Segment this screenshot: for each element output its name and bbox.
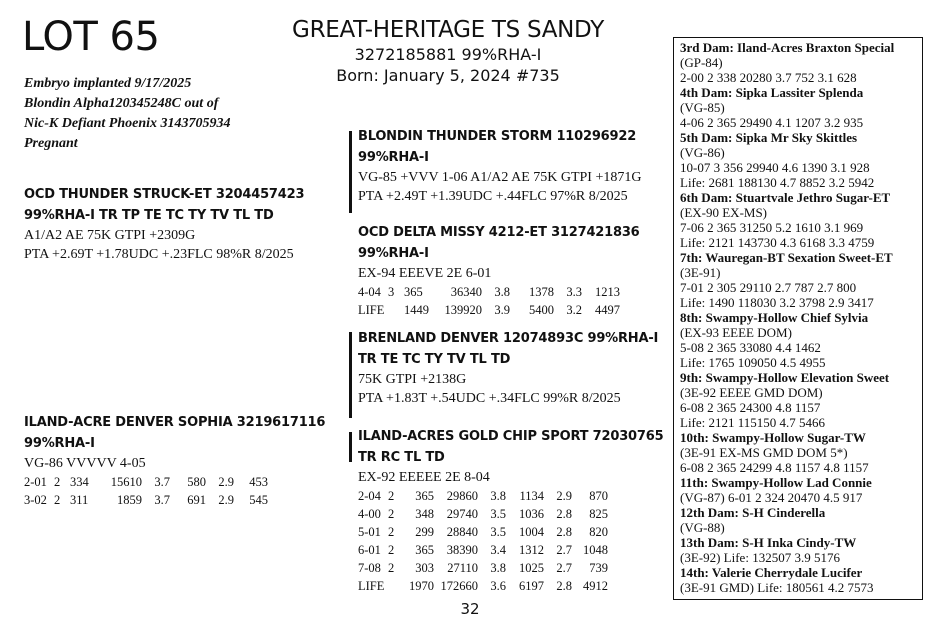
record-milk: 139920 bbox=[444, 303, 482, 317]
pedigree-ancestor-detail: Life: 2681 188130 4.7 8852 3.2 5942 bbox=[680, 175, 875, 190]
sire-sire-pta: PTA +2.49T +1.39UDC +.44FLC 97%R 8/2025 bbox=[358, 189, 628, 204]
bracket-bar bbox=[349, 432, 352, 462]
record-age: 5-01 bbox=[358, 525, 381, 539]
record-days: 299 bbox=[415, 525, 434, 539]
record-fat: 1312 bbox=[519, 543, 544, 557]
pedigree-ancestor-detail: (EX-93 EEEE DOM) bbox=[680, 325, 792, 340]
record-fat: 5400 bbox=[529, 303, 554, 317]
pedigree-ancestor-detail: (3E-92 EEEE GMD DOM) bbox=[680, 385, 823, 400]
record-protein: 870 bbox=[589, 489, 608, 503]
record-fat: 691 bbox=[187, 493, 206, 507]
record-fat: 1004 bbox=[519, 525, 544, 539]
record-times: 2 bbox=[54, 475, 61, 489]
record-protein: 820 bbox=[589, 525, 608, 539]
sire-tags: 99%RHA-I TR TP TE TC TY TV TL TD bbox=[24, 208, 274, 223]
record-times: 3 bbox=[388, 285, 395, 299]
note-line: Pregnant bbox=[24, 136, 78, 151]
record-times: 2 bbox=[388, 525, 395, 539]
sire-sire-genomics: VG-85 +VVV 1-06 A1/A2 AE 75K GTPI +1871G bbox=[358, 170, 642, 185]
sire-pta: PTA +2.69T +1.78UDC +.23FLC 98%R 8/2025 bbox=[24, 247, 294, 262]
record-milk: 38390 bbox=[446, 543, 478, 557]
pedigree-ancestor-detail: (3E-91 EX-MS GMD DOM 5*) bbox=[680, 445, 848, 460]
sire-dam-block bbox=[358, 222, 640, 319]
record-fat: 1378 bbox=[529, 285, 554, 299]
dam-sire-name: BRENLAND DENVER 12074893C 99%RHA-I bbox=[358, 331, 659, 346]
table-row bbox=[358, 487, 608, 505]
table-row bbox=[358, 523, 608, 541]
sire-genomics: A1/A2 AE 75K GTPI +2309G bbox=[24, 228, 196, 243]
record-fat-pct: 3.5 bbox=[490, 525, 506, 539]
record-days: 303 bbox=[415, 561, 434, 575]
pedigree-ancestor-detail: (EX-90 EX-MS) bbox=[680, 205, 768, 220]
pedigree-ancestor-detail: (VG-85) bbox=[680, 100, 725, 115]
record-age: 2-01 bbox=[24, 475, 47, 489]
record-days: 1970 bbox=[409, 579, 434, 593]
record-protein-pct: 3.2 bbox=[566, 303, 582, 317]
record-age: 3-02 bbox=[24, 493, 47, 507]
record-days: 311 bbox=[70, 493, 89, 507]
pedigree-ancestor-detail: 4-06 2 365 29490 4.1 1207 3.2 935 bbox=[680, 115, 864, 130]
bracket-bar bbox=[349, 332, 352, 418]
record-fat-pct: 3.8 bbox=[490, 489, 506, 503]
pedigree-ancestor-detail: (VG-88) bbox=[680, 520, 725, 535]
pedigree-ancestor-detail: 7-01 2 305 29110 2.7 787 2.7 800 bbox=[680, 280, 857, 295]
pedigree-ancestor-detail: Life: 1490 118030 3.2 3798 2.9 3417 bbox=[680, 295, 874, 310]
table-row bbox=[24, 491, 268, 509]
pedigree-ancestor-detail: 6-08 2 365 24299 4.8 1157 4.8 1157 bbox=[680, 460, 869, 475]
pedigree-ancestor-detail: 5-08 2 365 33080 4.4 1462 bbox=[680, 340, 821, 355]
sire-dam-classification: EX-94 EEEVE 2E 6-01 bbox=[358, 266, 492, 281]
note-line: Blondin Alpha120345248C out of bbox=[24, 96, 219, 111]
record-milk: 29740 bbox=[446, 507, 478, 521]
record-fat-pct: 3.9 bbox=[494, 303, 510, 317]
pedigree-ancestor-name: 6th Dam: Stuartvale Jethro Sugar-ET bbox=[680, 190, 891, 205]
table-row bbox=[358, 559, 608, 577]
dam-dam-records-table bbox=[358, 487, 608, 595]
record-age: 2-04 bbox=[358, 489, 381, 503]
table-row bbox=[358, 505, 608, 523]
note-line: Nic-K Defiant Phoenix 3143705934 bbox=[24, 116, 231, 131]
record-protein-pct: 2.9 bbox=[556, 489, 572, 503]
record-times: 2 bbox=[54, 493, 61, 507]
record-fat-pct: 3.5 bbox=[490, 507, 506, 521]
pedigree-ancestor-detail: 7-06 2 365 31250 5.2 1610 3.1 969 bbox=[680, 220, 864, 235]
record-fat-pct: 3.7 bbox=[154, 475, 170, 489]
record-fat: 6197 bbox=[519, 579, 544, 593]
record-milk: 29860 bbox=[446, 489, 478, 503]
pedigree-ancestor-name: 7th: Wauregan-BT Sexation Sweet-ET bbox=[680, 250, 893, 265]
record-protein: 4497 bbox=[595, 303, 620, 317]
table-row bbox=[358, 283, 620, 301]
record-protein: 1213 bbox=[595, 285, 620, 299]
table-row bbox=[24, 473, 268, 491]
dam-tags: 99%RHA-I bbox=[24, 436, 95, 451]
record-protein-pct: 2.8 bbox=[556, 525, 572, 539]
record-milk: 15610 bbox=[110, 475, 142, 489]
record-age: 4-00 bbox=[358, 507, 381, 521]
record-times: 2 bbox=[388, 507, 395, 521]
pedigree-ancestor-detail: 6-08 2 365 24300 4.8 1157 bbox=[680, 400, 821, 415]
pedigree-ancestor-detail: (3E-92) Life: 132507 3.9 5176 bbox=[680, 550, 840, 565]
dam-name: ILAND-ACRE DENVER SOPHIA 3219617116 bbox=[24, 415, 326, 430]
record-fat-pct: 3.8 bbox=[490, 561, 506, 575]
record-protein: 1048 bbox=[583, 543, 608, 557]
table-row bbox=[358, 541, 608, 559]
record-age: 4-04 bbox=[358, 285, 381, 299]
record-protein-pct: 2.9 bbox=[218, 493, 234, 507]
pedigree-ancestor-name: 13th Dam: S-H Inka Cindy-TW bbox=[680, 535, 857, 550]
record-times bbox=[388, 577, 404, 595]
pedigree-ancestor-detail: Life: 2121 115150 4.7 5466 bbox=[680, 415, 826, 430]
record-days: 365 bbox=[415, 543, 434, 557]
lot-number: LOT 65 bbox=[22, 14, 160, 60]
dam-dam-block bbox=[358, 426, 663, 595]
note-line: Embryo implanted 9/17/2025 bbox=[24, 76, 192, 91]
animal-birthdate: Born: January 5, 2024 #735 bbox=[336, 66, 560, 85]
animal-title-block bbox=[288, 16, 608, 86]
dam-classification: VG-86 VVVVV 4-05 bbox=[24, 456, 146, 471]
sire-sire-name: BLONDIN THUNDER STORM 110296922 bbox=[358, 129, 637, 144]
dam-sire-genomics: 75K GTPI +2138G bbox=[358, 372, 467, 387]
record-days: 334 bbox=[70, 475, 89, 489]
record-protein-pct: 2.8 bbox=[556, 579, 572, 593]
record-milk: 28840 bbox=[446, 525, 478, 539]
record-milk: 1859 bbox=[117, 493, 142, 507]
sire-dam-name: OCD DELTA MISSY 4212-ET 3127421836 bbox=[358, 225, 640, 240]
bracket-bar bbox=[349, 131, 352, 213]
record-protein: 4912 bbox=[583, 579, 608, 593]
record-days: 348 bbox=[415, 507, 434, 521]
record-times bbox=[388, 301, 404, 319]
dam-sire-tags: TR TE TC TY TV TL TD bbox=[358, 352, 511, 367]
animal-registration: 3272185881 99%RHA-I bbox=[354, 45, 542, 64]
record-fat-pct: 3.4 bbox=[490, 543, 506, 557]
sire-sire-block bbox=[358, 126, 641, 206]
record-milk: 36340 bbox=[450, 285, 482, 299]
record-days: 365 bbox=[404, 285, 423, 299]
record-fat: 1036 bbox=[519, 507, 544, 521]
table-row bbox=[358, 577, 608, 595]
pedigree-ancestor-name: 12th Dam: S-H Cinderella bbox=[680, 505, 826, 520]
sire-dam-records-table bbox=[358, 283, 620, 319]
pedigree-ancestor-name: 8th: Swampy-Hollow Chief Sylvia bbox=[680, 310, 869, 325]
pedigree-ancestor-name: 3rd Dam: Iland-Acres Braxton Special bbox=[680, 40, 895, 55]
record-protein: 739 bbox=[589, 561, 608, 575]
pedigree-ancestor-detail: Life: 2121 143730 4.3 6168 3.3 4759 bbox=[680, 235, 875, 250]
sire-sire-tags: 99%RHA-I bbox=[358, 150, 429, 165]
record-fat-pct: 3.7 bbox=[154, 493, 170, 507]
pedigree-ancestor-detail: 2-00 2 338 20280 3.7 752 3.1 628 bbox=[680, 70, 857, 85]
pedigree-ancestor-detail: (3E-91 GMD) Life: 180561 4.2 7573 bbox=[680, 580, 874, 595]
record-milk: 172660 bbox=[440, 579, 478, 593]
record-fat: 1134 bbox=[519, 489, 544, 503]
pedigree-ancestor-detail: (3E-91) bbox=[680, 265, 721, 280]
page-number: 32 bbox=[460, 600, 480, 618]
sire-name: OCD THUNDER STRUCK-ET 3204457423 bbox=[24, 187, 305, 202]
pedigree-ancestor-name: 14th: Valerie Cherrydale Lucifer bbox=[680, 565, 863, 580]
record-protein: 825 bbox=[589, 507, 608, 521]
record-days: 1449 bbox=[404, 303, 429, 317]
record-age: 7-08 bbox=[358, 561, 381, 575]
record-protein-pct: 2.7 bbox=[556, 561, 572, 575]
dam-dam-tags: TR RC TL TD bbox=[358, 450, 445, 465]
animal-name: GREAT-HERITAGE TS SANDY bbox=[292, 17, 604, 43]
record-fat: 580 bbox=[187, 475, 206, 489]
pedigree-ancestor-detail: (GP-84) bbox=[680, 55, 723, 70]
lot-notes bbox=[24, 74, 304, 154]
pedigree-ancestor-detail: (VG-87) 6-01 2 324 20470 4.5 917 bbox=[680, 490, 863, 505]
dam-sire-block bbox=[358, 328, 658, 408]
pedigree-ancestor-name: 9th: Swampy-Hollow Elevation Sweet bbox=[680, 370, 890, 385]
dam-block bbox=[24, 412, 324, 509]
record-protein-pct: 3.3 bbox=[566, 285, 582, 299]
extended-pedigree-box bbox=[673, 37, 923, 600]
record-days: 365 bbox=[415, 489, 434, 503]
pedigree-ancestor-name: 11th: Swampy-Hollow Lad Connie bbox=[680, 475, 872, 490]
pedigree-ancestor-detail: (VG-86) bbox=[680, 145, 725, 160]
dam-dam-name: ILAND-ACRES GOLD CHIP SPORT 72030765 bbox=[358, 429, 664, 444]
record-times: 2 bbox=[388, 543, 395, 557]
sire-block bbox=[24, 184, 324, 264]
record-age: LIFE bbox=[358, 303, 385, 317]
table-row bbox=[358, 301, 620, 319]
record-times: 2 bbox=[388, 561, 395, 575]
record-age: LIFE bbox=[358, 579, 385, 593]
record-fat-pct: 3.6 bbox=[490, 579, 506, 593]
record-protein: 545 bbox=[249, 493, 268, 507]
record-times: 2 bbox=[388, 489, 395, 503]
record-milk: 27110 bbox=[447, 561, 478, 575]
record-protein-pct: 2.7 bbox=[556, 543, 572, 557]
dam-sire-pta: PTA +1.83T +.54UDC +.34FLC 99%R 8/2025 bbox=[358, 391, 621, 406]
pedigree-ancestor-name: 10th: Swampy-Hollow Sugar-TW bbox=[680, 430, 866, 445]
pedigree-ancestor-detail: Life: 1765 109050 4.5 4955 bbox=[680, 355, 826, 370]
pedigree-ancestor-name: 4th Dam: Sipka Lassiter Splenda bbox=[680, 85, 864, 100]
record-protein-pct: 2.9 bbox=[218, 475, 234, 489]
dam-dam-classification: EX-92 EEEEE 2E 8-04 bbox=[358, 470, 490, 485]
pedigree-ancestor-detail: 10-07 3 356 29940 4.6 1390 3.1 928 bbox=[680, 160, 870, 175]
record-age: 6-01 bbox=[358, 543, 381, 557]
record-protein-pct: 2.8 bbox=[556, 507, 572, 521]
record-protein: 453 bbox=[249, 475, 268, 489]
record-fat-pct: 3.8 bbox=[494, 285, 510, 299]
sire-dam-tags: 99%RHA-I bbox=[358, 246, 429, 261]
record-fat: 1025 bbox=[519, 561, 544, 575]
dam-records-table bbox=[24, 473, 268, 509]
pedigree-ancestor-name: 5th Dam: Sipka Mr Sky Skittles bbox=[680, 130, 858, 145]
